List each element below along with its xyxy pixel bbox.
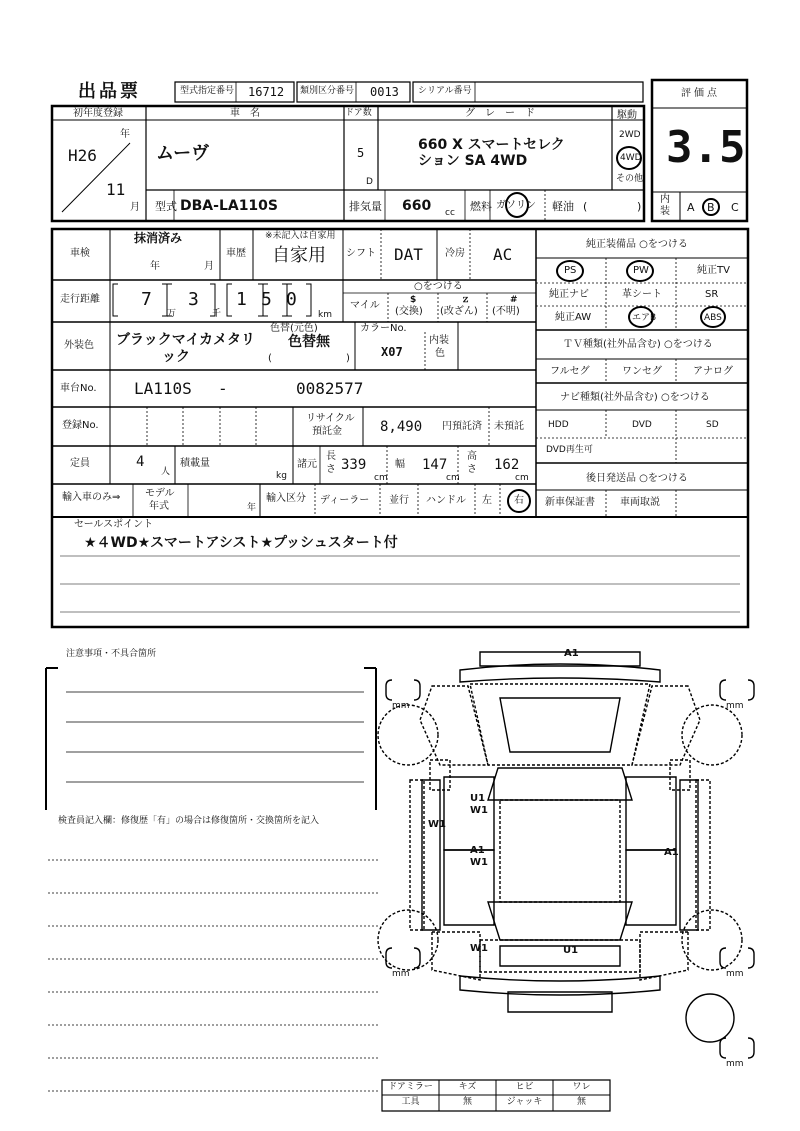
registration-month-unit: 月 (130, 202, 140, 213)
mark-front: A1 (564, 648, 579, 659)
mileage-circle-note: ○をつける (414, 281, 463, 292)
equip-tv: 純正TV (697, 265, 730, 276)
equip-navi: 純正ナビ (549, 289, 589, 300)
model-code-value: 16712 (248, 85, 285, 99)
mileage-opt3: (不明) (492, 306, 520, 317)
interior-grade-b: B (707, 201, 715, 214)
history-label: 車歴 (226, 248, 246, 259)
equip-aw: 純正AW (555, 312, 592, 323)
mileage-digit-2: 3 (188, 289, 199, 310)
displacement-value: 660 (402, 198, 432, 214)
navi-dvd: DVD (632, 420, 652, 430)
color-value-line-1: ブラックマイカメタリ (116, 332, 256, 348)
interior-label-2: 装 (660, 206, 670, 217)
regno-label: 登録No. (62, 420, 99, 431)
fuel-paren-close: ) (637, 200, 642, 213)
legend-cell-3: ジャッキ (506, 1097, 543, 1107)
length-label-1: 長 (326, 451, 336, 462)
doors-suffix: D (366, 177, 373, 187)
displacement-unit: cc (445, 208, 455, 218)
mileage-opt3-sym: # (510, 295, 518, 305)
class-code-label: 類別区分番号 (300, 86, 355, 96)
legend-cell-4: 無 (576, 1097, 586, 1107)
capacity-value: 4 (136, 454, 145, 470)
equip-leather: 革シート (622, 289, 662, 300)
equip-abs: ABS (704, 313, 722, 323)
repaint-paren-open: ( (268, 353, 272, 364)
height-unit: cm (515, 473, 529, 483)
recycle-label-2: 預託金 (312, 426, 342, 437)
navi-dvd-play: DVD再生可 (546, 445, 593, 455)
capacity-label: 定員 (70, 458, 90, 469)
mileage-opt1-sym: $ (410, 295, 417, 305)
handle-right: 右 (514, 495, 524, 506)
ac-label: 冷房 (445, 248, 465, 259)
recycle-value: 8,490 (380, 419, 423, 435)
interior-color-label-2: 色 (435, 348, 445, 359)
width-unit: cm (446, 473, 460, 483)
mileage-unit-sen: 千 (212, 309, 222, 319)
model-code-label: 型式指定番号 (180, 86, 235, 96)
recycle-label-1: リサイクル (306, 413, 355, 424)
recycle-deposited: 円預託済 (442, 421, 482, 432)
mark-left-mid-2: W1 (470, 805, 488, 816)
grade-line-1: 660 X スマートセレク (418, 137, 565, 153)
handle-left: 左 (482, 495, 492, 506)
score-label: 評価点 (681, 88, 720, 99)
mileage-digit-3: 1 (236, 289, 247, 310)
height-value: 162 (494, 457, 520, 473)
sales-point-text: ★４WD★スマートアシスト★プッシュスタート付 (84, 535, 398, 551)
fuel-diesel: 軽油 (552, 200, 574, 213)
mark-left-mid-4: W1 (470, 857, 488, 868)
mileage-opt2-sym: ｚ (461, 295, 471, 305)
mileage-digit-5: 0 (286, 289, 297, 310)
doors-label: ドア数 (345, 108, 372, 118)
equip-sr: SR (705, 289, 719, 300)
model-year-label-1: モデル (145, 488, 175, 499)
handle-right-circle (507, 489, 531, 513)
capacity-unit: 人 (161, 467, 171, 477)
equip-pw-circle (626, 260, 654, 282)
interior-grade-c: C (731, 201, 739, 214)
grade-label: グ レ ー ド (465, 108, 535, 119)
recycle-not-deposited: 未預託 (494, 421, 524, 432)
equip-abs-circle (700, 306, 726, 328)
model-year-label-2: 年式 (149, 501, 169, 512)
legend-header-2: キズ (458, 1082, 477, 1092)
shift-label: シフト (346, 248, 376, 259)
height-label-2: さ (467, 464, 477, 475)
color-value-line-2: ック (162, 349, 190, 365)
mark-left-mid-3: A1 (470, 845, 485, 856)
grade-line-2: ション SA 4WD (418, 153, 528, 169)
length-value: 339 (341, 457, 367, 473)
length-unit: cm (374, 473, 388, 483)
car-name-label: 車 名 (230, 108, 260, 119)
mark-rear: U1 (563, 945, 579, 956)
chassis-label: 車台No. (60, 383, 97, 394)
equip-pw: PW (633, 265, 649, 276)
history-note: ※未記入は自家用 (265, 231, 336, 241)
sales-point-label: セールスポイント (74, 519, 154, 530)
legend-header-3: ヒビ (515, 1082, 534, 1092)
interior-color-label-1: 内装 (429, 335, 449, 346)
docs-header: 後日発送品 ○をつける (586, 473, 688, 484)
repaint-label: 色替(元色) (270, 323, 318, 334)
diagram-mm-4: mm (726, 969, 744, 979)
type-label: 型式 (155, 200, 177, 213)
registration-year-unit: 年 (120, 129, 130, 140)
form-title: 出品票 (78, 81, 141, 102)
tv-header: ＴＶ種類(社外品含む) ○をつける (563, 339, 713, 350)
repaint-value: 色替無 (288, 334, 330, 350)
equip-ps-circle (556, 260, 584, 282)
navi-sd: SD (706, 420, 719, 430)
displacement-label: 排気量 (349, 200, 382, 213)
shaken-label: 車検 (70, 248, 90, 259)
width-label: 幅 (395, 459, 405, 470)
fuel-gasoline: ガソリン (496, 200, 536, 211)
import-only-label: 輸入車のみ⇒ (62, 492, 121, 503)
type-value: DBA-LA110S (180, 198, 278, 214)
equip-airbag-circle (628, 306, 657, 328)
navi-header: ナビ種類(社外品含む) ○をつける (560, 392, 710, 403)
height-label-1: 高 (467, 451, 477, 462)
history-value: 自家用 (272, 245, 326, 266)
serial-label: シリアル番号 (418, 86, 472, 96)
legend-header-1: ドアミラー (388, 1082, 433, 1092)
inspector-label: 検査員記入欄：修復歴「有」の場合は修復箇所・交換箇所を記入 (58, 816, 320, 826)
chassis-dash: - (218, 379, 228, 398)
length-label-2: さ (326, 464, 336, 475)
import-parallel: 並行 (389, 495, 409, 506)
handle-label: ハンドル (426, 495, 466, 506)
notes-label: 注意事項・不具合箇所 (66, 649, 157, 659)
import-dealer: ディーラー (320, 495, 370, 506)
mileage-digit-4: 5 (261, 289, 272, 310)
diagram-mm-1: mm (392, 701, 410, 711)
fuel-label: 燃料 (470, 200, 492, 213)
legend-cell-1: 工具 (401, 1097, 420, 1107)
model-year-unit: 年 (247, 503, 257, 513)
score-value: 3.5 (666, 122, 746, 173)
mileage-opt2: (改ざん) (440, 306, 478, 317)
color-label: 外装色 (64, 340, 94, 351)
mileage-label: 走行距離 (60, 294, 100, 305)
legend-cell-2: 無 (462, 1097, 472, 1107)
diagram-mm-5: mm (726, 1059, 744, 1069)
tv-fullseg: フルセグ (550, 366, 590, 377)
docs-warranty: 新車保証書 (545, 497, 595, 508)
mileage-unit-man: 万 (167, 309, 177, 319)
navi-hdd: HDD (548, 420, 569, 430)
shaken-month-unit: 月 (204, 261, 214, 272)
repaint-paren-close: ) (346, 353, 350, 364)
shift-value: DAT (394, 245, 423, 264)
equip-airbag: エアB (632, 313, 657, 323)
shaken-year-unit: 年 (150, 261, 160, 272)
tv-analog: アナログ (693, 366, 733, 377)
import-class-label: 輸入区分 (266, 493, 306, 504)
fuel-paren-open: ( (583, 200, 588, 213)
interior-grade-a: A (687, 201, 695, 214)
drive-4wd: 4WD (620, 153, 642, 163)
mileage-mile: マイル (350, 300, 380, 311)
interior-label-1: 内 (660, 194, 670, 205)
registration-year: H26 (68, 146, 97, 165)
fuel-gasoline-circle (505, 192, 529, 218)
diagram-mm-2: mm (726, 701, 744, 711)
chassis-prefix: LA110S (134, 379, 192, 398)
tv-oneseg: ワンセグ (622, 366, 662, 377)
equipment-header: 純正装備品 ○をつける (586, 239, 688, 250)
mark-right-door: A1 (664, 847, 679, 858)
mark-left-mid-1: U1 (470, 793, 486, 804)
mark-left-door: W1 (428, 819, 446, 830)
shaken-value: 抹消済み (134, 231, 183, 245)
doors-value: 5 (357, 146, 365, 160)
mileage-unit-km: km (318, 310, 332, 320)
diagram-mm-3: mm (392, 969, 410, 979)
color-code-value: X07 (381, 345, 403, 359)
registration-month: 11 (106, 180, 126, 199)
equip-ps: PS (564, 265, 577, 276)
interior-b-circle (702, 198, 720, 216)
mark-rear-left: W1 (470, 943, 488, 954)
drive-other: その他 (616, 174, 644, 184)
mileage-opt1: (交換) (395, 306, 423, 317)
width-value: 147 (422, 457, 448, 473)
drive-4wd-circle (616, 146, 642, 170)
car-name-value: ムーヴ (156, 143, 210, 164)
registration-label: 初年度登録 (73, 108, 123, 119)
mileage-digit-1: 7 (141, 289, 152, 310)
car-damage-diagram (370, 640, 760, 1080)
legend-header-4: ワレ (572, 1082, 591, 1092)
drive-2wd: 2WD (619, 130, 641, 140)
load-label: 積載量 (180, 458, 210, 469)
dims-label: 諸元 (297, 459, 317, 470)
docs-manual: 車両取説 (620, 497, 660, 508)
color-code-label: カラーNo. (360, 323, 407, 334)
load-unit: kg (276, 471, 287, 481)
class-code-value: 0013 (370, 85, 399, 99)
chassis-number: 0082577 (296, 379, 364, 398)
ac-value: AC (493, 245, 513, 264)
drive-label: 駆動 (617, 110, 637, 121)
